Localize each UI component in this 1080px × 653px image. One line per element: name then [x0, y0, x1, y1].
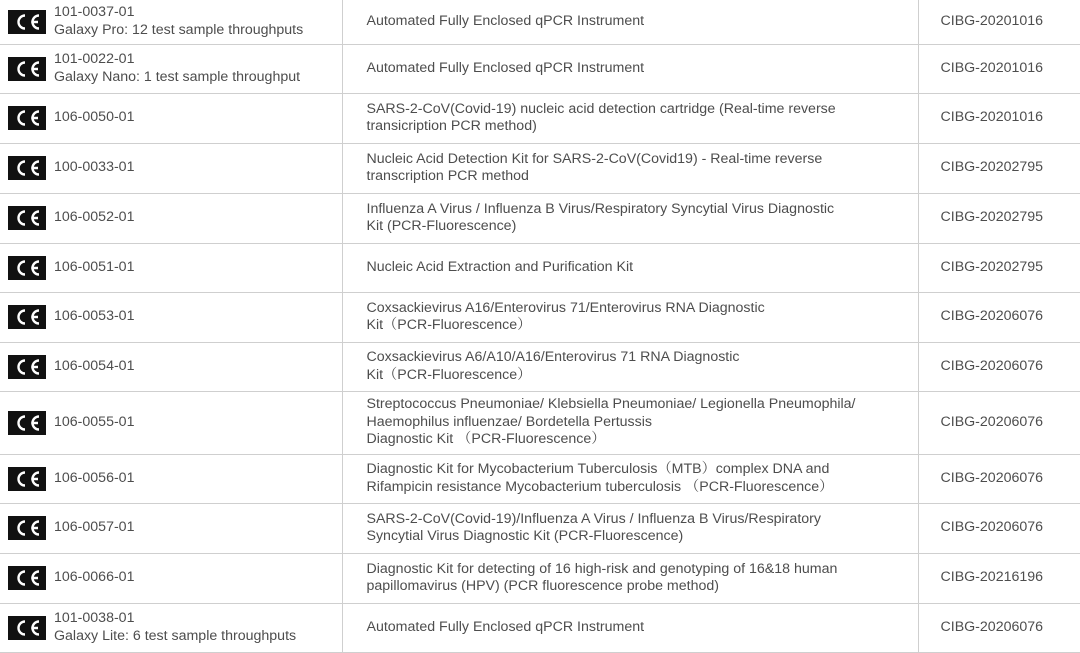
certificate-number: CIBG-20216196 — [918, 553, 1080, 603]
product-description-line: Diagnostic Kit for detecting of 16 high-risk and genotyping of 16&18 human — [366, 560, 838, 577]
product-code: 101-0037-01 — [54, 4, 135, 21]
product-description-line: transcription PCR method — [366, 168, 529, 184]
product-description-line: SARS-2-CoV(Covid-19)/Influenza A Virus / Influenza B Virus/Respiratory — [366, 510, 821, 527]
product-model: Galaxy Nano: 1 test sample throughput — [54, 68, 301, 85]
ce-mark-icon — [8, 467, 46, 491]
product-model: Galaxy Lite: 6 test sample throughputs — [54, 627, 297, 644]
table-row — [0, 391, 1080, 454]
product-code-cell — [0, 93, 342, 143]
product-description-cell — [342, 553, 918, 603]
certificate-number: CIBG-20202795 — [918, 143, 1080, 193]
table-row — [0, 0, 1080, 44]
certificate-number: CIBG-20201016 — [918, 44, 1080, 93]
product-description-line: Kit (PCR-Fluorescence) — [366, 218, 517, 234]
product-code-cell — [0, 454, 342, 503]
product-code-cell — [0, 143, 342, 193]
table-row — [0, 44, 1080, 93]
table-row — [0, 553, 1080, 603]
ce-mark-icon — [8, 57, 46, 81]
table-row — [0, 454, 1080, 503]
ce-mark-icon — [8, 305, 46, 329]
product-description-line: Coxsackievirus A16/Enterovirus 71/Enterovirus RNA Diagnostic — [366, 299, 765, 316]
ce-mark-icon — [8, 566, 46, 590]
product-code: 106-0050-01 — [54, 109, 135, 126]
certificate-number: CIBG-20202795 — [918, 193, 1080, 243]
product-code: 100-0033-01 — [54, 159, 135, 176]
product-description-line: transicription PCR method) — [366, 118, 537, 134]
ce-mark-icon — [8, 411, 46, 435]
product-description-cell — [342, 391, 918, 454]
table-row — [0, 603, 1080, 652]
certificate-number: CIBG-20206076 — [918, 454, 1080, 503]
product-model: Galaxy Pro: 12 test sample throughputs — [54, 21, 304, 38]
certificate-number: CIBG-20202795 — [918, 243, 1080, 292]
product-description-line: Diagnostic Kit for Mycobacterium Tuberculosis（MTB）complex DNA and — [366, 461, 830, 477]
product-code: 106-0057-01 — [54, 519, 135, 536]
table-row — [0, 503, 1080, 553]
product-code: 106-0055-01 — [54, 413, 135, 430]
product-description-line: Automated Fully Enclosed qPCR Instrument — [366, 13, 645, 29]
product-code: 106-0056-01 — [54, 469, 135, 486]
product-code: 106-0066-01 — [54, 569, 135, 586]
product-code: 101-0022-01 — [54, 51, 135, 67]
product-description-line: Kit（PCR-Fluorescence） — [366, 366, 532, 383]
ce-mark-icon — [8, 206, 46, 230]
product-description-line: Rifampicin resistance Mycobacterium tuberculosis （PCR-Fluorescence） — [366, 478, 834, 495]
product-description-line: Automated Fully Enclosed qPCR Instrument — [366, 618, 645, 635]
product-code: 101-0038-01 — [54, 610, 135, 626]
certificate-number: CIBG-20206076 — [918, 391, 1080, 454]
table-row — [0, 93, 1080, 143]
ce-mark-icon — [8, 256, 46, 280]
product-description-cell — [342, 342, 918, 391]
certificate-number: CIBG-20201016 — [918, 0, 1080, 44]
product-description-cell — [342, 603, 918, 652]
product-description-cell — [342, 503, 918, 553]
product-code-cell — [0, 503, 342, 553]
product-description-line: Influenza A Virus / Influenza B Virus/Respiratory Syncytial Virus Diagnostic — [366, 200, 835, 217]
certificate-number: CIBG-20206076 — [918, 603, 1080, 652]
ce-mark-icon — [8, 106, 46, 130]
product-code-cell — [0, 44, 342, 93]
table-row — [0, 292, 1080, 342]
table-row — [0, 143, 1080, 193]
table-row — [0, 342, 1080, 391]
ce-mark-icon — [8, 156, 46, 180]
certificate-number: CIBG-20206076 — [918, 503, 1080, 553]
product-code-cell — [0, 391, 342, 454]
product-code-cell — [0, 243, 342, 292]
product-description-line: papillomavirus (HPV) (PCR fluorescence probe method) — [366, 578, 719, 594]
product-description-line: Automated Fully Enclosed qPCR Instrument — [366, 59, 645, 76]
product-description-cell — [342, 143, 918, 193]
certificate-number: CIBG-20201016 — [918, 93, 1080, 143]
ce-mark-icon — [8, 10, 46, 34]
table-row — [0, 243, 1080, 292]
product-description-line: Streptococcus Pneumoniae/ Klebsiella Pneumoniae/ Legionella Pneumophila/ — [366, 396, 856, 413]
product-code-cell — [0, 0, 342, 44]
product-description-line: Nucleic Acid Extraction and Purification Kit — [366, 258, 634, 275]
certificate-number: CIBG-20206076 — [918, 342, 1080, 391]
ce-mark-icon — [8, 355, 46, 379]
product-description-cell — [342, 454, 918, 503]
certificate-number: CIBG-20206076 — [918, 292, 1080, 342]
ce-mark-icon — [8, 616, 46, 640]
product-description-cell — [342, 44, 918, 93]
product-code: 106-0054-01 — [54, 357, 135, 374]
product-code: 106-0051-01 — [54, 258, 135, 275]
table-row — [0, 193, 1080, 243]
product-code-cell — [0, 193, 342, 243]
product-description-line: Syncytial Virus Diagnostic Kit (PCR-Fluorescence) — [366, 528, 684, 544]
product-description-cell — [342, 292, 918, 342]
product-code: 106-0052-01 — [54, 209, 135, 226]
product-description-line: Haemophilus influenzae/ Bordetella Pertussis — [366, 413, 652, 430]
product-description-line: Kit（PCR-Fluorescence） — [366, 317, 532, 333]
ce-mark-icon — [8, 516, 46, 540]
product-description-line: Nucleic Acid Detection Kit for SARS-2-CoV(Covid19) - Real-time reverse — [366, 150, 823, 167]
product-description-cell — [342, 193, 918, 243]
product-description-line: Coxsackievirus A6/A10/A16/Enterovirus 71 RNA Diagnostic — [366, 349, 740, 365]
product-description-cell — [342, 0, 918, 44]
product-description-cell — [342, 93, 918, 143]
product-code: 106-0053-01 — [54, 308, 135, 325]
product-code-cell — [0, 342, 342, 391]
product-code-cell — [0, 553, 342, 603]
product-description-cell — [342, 243, 918, 292]
product-code-cell — [0, 292, 342, 342]
product-code-cell — [0, 603, 342, 652]
product-description-line: Diagnostic Kit （PCR-Fluorescence） — [366, 431, 606, 448]
product-description-line: SARS-2-CoV(Covid-19) nucleic acid detection cartridge (Real-time reverse — [366, 100, 836, 117]
